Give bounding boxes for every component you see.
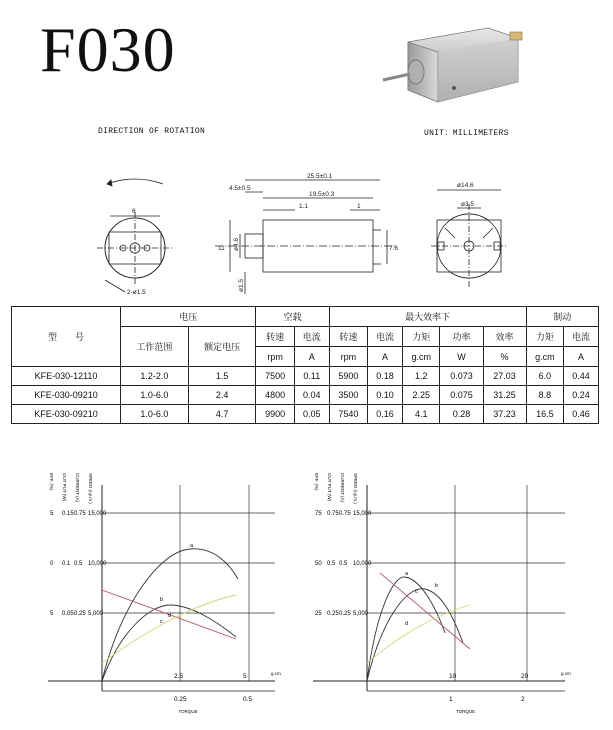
x-tick-label: 5: [243, 673, 247, 680]
axis-column-heading: CURRENT (A): [75, 473, 80, 503]
table-cell: 2.4: [188, 386, 256, 405]
max-eff-header: 最大效率下: [329, 307, 526, 327]
table-cell: 1.0-6.0: [121, 386, 189, 405]
table-cell: 0.18: [368, 367, 403, 386]
y-tick-label: 0.5: [74, 561, 83, 567]
unit-cell: g.cm: [526, 347, 564, 367]
dim-1b-label: 1: [357, 203, 361, 210]
rotation-arrow: [107, 179, 163, 184]
page-title: F030: [40, 14, 176, 85]
table-cell: 5900: [329, 367, 367, 386]
curve-label: a: [190, 543, 194, 549]
table-cell: 4.1: [402, 405, 440, 424]
no-load-current-header: 电流: [294, 327, 329, 347]
stall-header: 制动: [526, 307, 598, 327]
table-row: [12, 405, 599, 424]
table-cell: 0.11: [294, 367, 329, 386]
axis-name: TORQUE: [178, 709, 198, 714]
rated-voltage-header: 额定电压: [188, 327, 256, 367]
unit-cell: rpm: [256, 347, 294, 367]
y-tick-label: 0.25: [339, 611, 351, 617]
y-tick-label: 25: [315, 611, 322, 617]
end-small-label: ø3.5: [461, 201, 475, 208]
eff-efficiency-header: 效率: [483, 327, 526, 347]
y-tick-label: 0.25: [327, 611, 339, 617]
no-load-header: 空载: [256, 307, 329, 327]
table-cell: 27.03: [483, 367, 526, 386]
y-tick-label: 5: [50, 511, 54, 517]
table-cell: 8.8: [526, 386, 564, 405]
dim-1a-label: 1.1: [299, 203, 309, 210]
holes-label: 2-ø1.5: [127, 289, 146, 296]
direction-caption: DIRECTION OF ROTATION: [98, 127, 206, 136]
table-cell: 1.5: [188, 367, 256, 386]
y-tick-label: 15,000: [353, 511, 372, 517]
table-cell: 0.10: [368, 386, 403, 405]
stall-torque-header: 力矩: [526, 327, 564, 347]
table-cell: 7540: [329, 405, 367, 424]
model-cell: KFE-030-12110: [12, 367, 121, 386]
x-tick-label: 2: [521, 696, 525, 703]
table-cell: 0.16: [368, 405, 403, 424]
dimension-drawings: [95, 168, 525, 300]
axis-unit: g.cm: [271, 671, 281, 676]
x-tick-label: 1: [449, 696, 453, 703]
table-cell: 31.25: [483, 386, 526, 405]
table-cell: 0.05: [294, 405, 329, 424]
x-tick-label: 2.5: [174, 673, 184, 680]
axis-column-heading: SPEED (r.p.m.): [88, 473, 93, 504]
curve-label: c: [415, 589, 418, 595]
axis-unit: g.cm: [561, 671, 571, 676]
work-range-header: 工作范围: [121, 327, 189, 367]
no-load-speed-header: 转速: [256, 327, 294, 347]
table-cell: 0.46: [564, 405, 599, 424]
unit-cell: %: [483, 347, 526, 367]
current-curve: [380, 573, 470, 649]
x-tick-label: 0.5: [243, 696, 253, 703]
len-body-label: 19.5±0.3: [309, 191, 335, 198]
axis-column-heading: OUT PUT (W): [62, 473, 67, 502]
model-cell: KFE-030-09210: [12, 386, 121, 405]
table-cell: 0.075: [440, 386, 483, 405]
table-cell: 1.0-6.0: [121, 405, 189, 424]
table-row: [12, 367, 599, 386]
table-cell: 9900: [256, 405, 294, 424]
unit-cell: W: [440, 347, 483, 367]
rotation-arrow-head: [107, 180, 112, 186]
eff-current-header: 电流: [368, 327, 403, 347]
unit-cell: g.cm: [402, 347, 440, 367]
table-cell: 4800: [256, 386, 294, 405]
y-tick-label: 0.1: [62, 561, 71, 567]
y-tick-label: 0: [50, 561, 54, 567]
end-dia-label: ø14.6: [457, 182, 474, 189]
shaft-d-label: ø4.6: [233, 237, 240, 251]
table-cell: 2.25: [402, 386, 440, 405]
y-tick-label: 0.5: [327, 561, 336, 567]
eff-torque-header: 力矩: [402, 327, 440, 347]
table-cell: 1.2: [402, 367, 440, 386]
table-cell: 4.7: [188, 405, 256, 424]
unit-caption: UNIT：MILLIMETERS: [424, 129, 509, 138]
eff-speed-header: 转速: [329, 327, 367, 347]
model-header: 型 号: [12, 307, 121, 367]
y-tick-label: 0.25: [74, 611, 86, 617]
curve-label: b: [160, 597, 164, 603]
table-cell: 7500: [256, 367, 294, 386]
y-tick-label: 0.75: [74, 511, 86, 517]
eff-power-header: 功率: [440, 327, 483, 347]
x-tick-label: 10: [449, 673, 457, 680]
y-tick-label: 15,000: [88, 511, 107, 517]
x-tick-label: 0.25: [174, 696, 187, 703]
y-tick-label: 5,000: [353, 611, 369, 617]
shaft-label: ø1.5: [238, 278, 245, 292]
table-cell: 0.073: [440, 367, 483, 386]
y-tick-label: 10,000: [88, 561, 107, 567]
motor-photo: [378, 20, 538, 120]
table-cell: 1.2-2.0: [121, 367, 189, 386]
y-tick-label: 0.5: [339, 561, 348, 567]
model-cell: KFE-030-09210: [12, 405, 121, 424]
y-tick-label: 5: [50, 611, 54, 617]
y-tick-label: 75: [315, 511, 322, 517]
unit-cell: rpm: [329, 347, 367, 367]
curve-label: c: [160, 619, 163, 625]
performance-graph-1: [40, 455, 295, 720]
curve-label: a: [405, 571, 409, 577]
axis-name: TORQUE: [456, 709, 476, 714]
unit-cell: A: [368, 347, 403, 367]
performance-graph-2: [305, 455, 585, 720]
curve-label: d: [168, 613, 172, 619]
table-cell: 16.5: [526, 405, 564, 424]
axis-column-heading: OUT PUT (W): [327, 473, 332, 502]
table-cell: 37.23: [483, 405, 526, 424]
table-cell: 0.44: [564, 367, 599, 386]
dim-7-6-label: 7.6: [389, 245, 399, 252]
y-tick-label: 10,000: [353, 561, 372, 567]
axis-column-heading: EFF. (%): [49, 473, 54, 491]
len-shaft-label: 4.5±0.5: [229, 185, 251, 192]
unit-cell: A: [564, 347, 599, 367]
curve-label: b: [435, 583, 439, 589]
stall-current-header: 电流: [564, 327, 599, 347]
y-tick-label: 50: [315, 561, 322, 567]
y-tick-label: 5,000: [88, 611, 104, 617]
curve-label: d: [405, 621, 409, 627]
table-cell: 0.28: [440, 405, 483, 424]
axis-column-heading: EFF. (%): [314, 473, 319, 491]
table-cell: 3500: [329, 386, 367, 405]
len-total-label: 25.5±0.1: [307, 173, 333, 180]
dim-11-label: 11: [218, 245, 225, 252]
y-tick-label: 0.75: [327, 511, 339, 517]
table-cell: 0.04: [294, 386, 329, 405]
x-tick-label: 20: [521, 673, 529, 680]
voltage-header: 电压: [121, 307, 256, 327]
y-tick-label: 0.75: [339, 511, 351, 517]
y-tick-label: 0.15: [62, 511, 74, 517]
axis-column-heading: CURRENT (A): [340, 473, 345, 503]
table-row: [12, 386, 599, 405]
y-tick-label: 0.05: [62, 611, 74, 617]
front-dia-label: θ: [132, 208, 136, 215]
unit-cell: A: [294, 347, 329, 367]
table-cell: 6.0: [526, 367, 564, 386]
axis-column-heading: SPEED (r.p.m.): [353, 473, 358, 504]
table-cell: 0.24: [564, 386, 599, 405]
spec-table: [11, 306, 599, 424]
